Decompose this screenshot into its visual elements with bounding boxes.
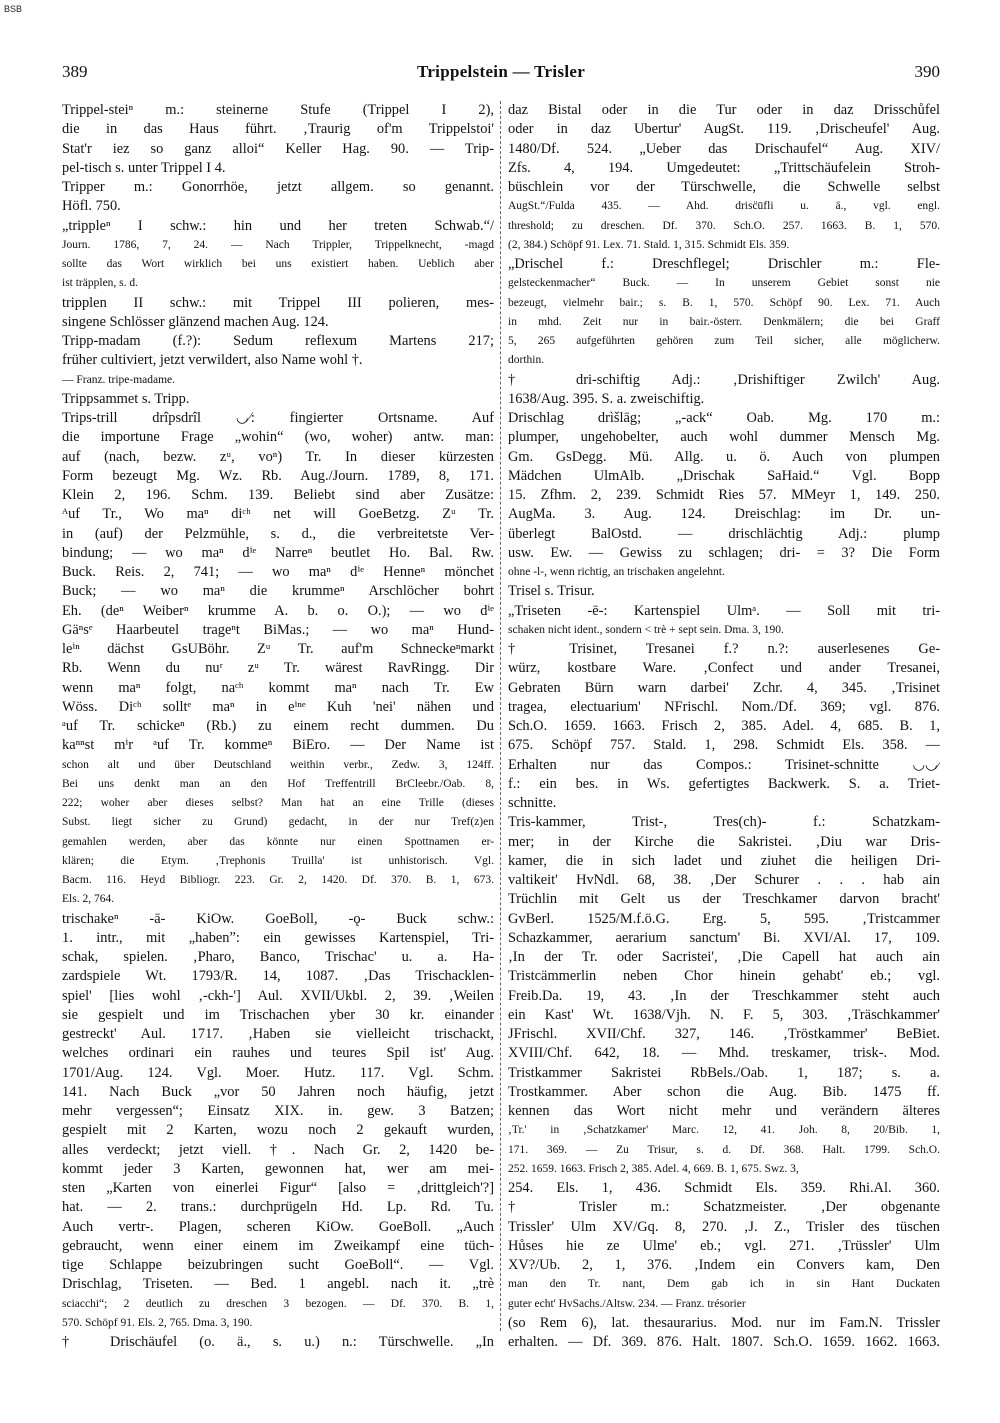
text-line: Trüchlin mit Gelt us der Treschkamer darvon bracht': [508, 891, 940, 908]
text-line: hat. — 2. trans.: durchprügeln Hd. Lp. Rd. Tu.: [62, 1199, 494, 1216]
text-line: Trissler' Ulm XV/Gq. 8, 270. ‚J. Z., Trisler des tüschen: [508, 1218, 940, 1235]
text-line: kommt jeder 3 Karten, gewonnen hat, wer am mei-: [62, 1160, 494, 1177]
text-line: 254. Els. 1, 436. Schmidt Els. 359. Rhi.Al. 360.: [508, 1180, 940, 1196]
text-line: guter echt' HvSachs./Altsw. 234. — Franz. trésorier: [508, 1297, 746, 1310]
text-line: alles verdeckt; jetzt viell. †. Nach Gr. 2, 1420 be-: [62, 1141, 494, 1158]
text-line: Buck. Reis. 2, 741; — wo maⁿ dⁱᵉ Henneⁿ mönchet: [62, 564, 494, 580]
text-line: Tristcämmerlin neben Chor hinein gehabt' eb.; vgl.: [508, 968, 940, 985]
text-line: † Drischäufel (o. ä., s. u.) n.: Türschwelle. „In: [62, 1334, 494, 1350]
text-line: schak, spielen. ‚Pharo, Banco, Trischac' u. a. Ha-: [62, 949, 494, 965]
text-line: daz Bistal oder in die Tur oder in daz Drisschůfel: [508, 102, 940, 118]
text-line: sollte das Wort wirklich bei uns existiert haben. Ueblich aber: [62, 258, 494, 270]
text-line: XVIII/Chf. 642, 18. — Mhd. treskamer, trisk-. Mod.: [508, 1045, 940, 1062]
text-line: Buck; — wo maⁿ die krummeⁿ Arschlöcher bohrt: [62, 583, 494, 600]
text-line: f.: ein bes. in Ws. gefertigtes Backwerk. S. a. Triet-: [508, 775, 940, 792]
text-line: schnitte.: [508, 795, 557, 811]
text-line: „Triseten -ē-: Kartenspiel Ulmᵃ. — Soll mit tri-: [508, 602, 940, 619]
text-line: Zfs. 4, 194. Umgedeutet: „Trittschäufelein Stroh-: [508, 159, 940, 176]
text-line: ᴬuf Tr., Wo maⁿ diᶜʰ net will GoeBetzg. Zᵘ Tr.: [62, 506, 494, 523]
text-line: 1638/Aug. 395. S. a. zweischiftig.: [508, 390, 705, 407]
text-line: — Franz. tripe-madame.: [62, 373, 176, 386]
text-line: Trostkammer. Aber schon die Aug. Bib. 1475 ff.: [508, 1083, 940, 1100]
text-line: sie gespielt und im Trischachen yber 30 kr. einander: [62, 1006, 494, 1023]
text-line: plumper, ungehobelter, auch wohl dummer Mensch Mg.: [508, 429, 940, 446]
text-line: † Trisinet, Tresanei f.? n.?: auserlesenes Ge-: [508, 641, 940, 657]
text-line: Els. 2, 764.: [62, 893, 115, 906]
text-line: JFrischl. XVII/Chf. 327, 146. ‚Tröstkammer' BeBiet.: [508, 1026, 940, 1042]
text-line: klären; die Etym. ‚Trephonis Truilla' ist unhistorisch. Vgl.: [62, 854, 494, 867]
text-line: Trips-trill drîpsdrîl ◡⁄: fingierter Ortsname. Auf: [62, 410, 494, 426]
text-line: kaⁿⁿst mⁱr ᵃuf Tr. kommeⁿ BiEro. — Der Name ist: [62, 737, 494, 754]
page-header: [62, 62, 940, 88]
running-title: Trippelstein — Trisler: [416, 62, 586, 81]
library-stamp: BSB: [4, 4, 23, 14]
text-line: Gäⁿsᵉ Haarbeutel trageⁿt BiMas.; — wo maⁿ Hund-: [62, 621, 494, 638]
text-line: 141. Nach Buck „vor 50 Jahren noch häufig, jetzt: [62, 1083, 494, 1100]
text-line: Höfl. 750.: [62, 198, 121, 215]
text-line: die importune Frage „wohin“ (wo, woher) antw. man:: [62, 429, 494, 446]
text-line: Gebraten Bürn warn darbei' Zchr. 4, 345. ‚Trisinet: [508, 679, 940, 696]
column-divider: [500, 101, 501, 1331]
text-line: singene Schlösser glänzend machen Aug. 124.: [62, 313, 329, 330]
text-line: valtikeit' HvNdl. 68, 38. ‚Der Schurer . . . hab ain: [508, 872, 940, 888]
text-line: sten „Karten von einerlei Figur“ [also = ‚drittgleich'?]: [62, 1180, 494, 1196]
text-line: kamer, die in sich ladet und ziuhet die heiligen Dri-: [508, 852, 940, 869]
text-line: gemahlen werden, aber das könnte nur einen Spottnamen er-: [62, 835, 494, 848]
text-line: ‚Tr.' in ‚Schatzkamer' Marc. 12, 41. Joh. 8, 20/Bib. 1,: [508, 1124, 940, 1137]
text-line: 1701/Aug. 124. Vgl. Moer. Hutz. 117. Vgl. Schm.: [62, 1064, 494, 1081]
text-line: 1. intr., mit „habenˮ: ein gewisses Kartenspiel, Tri-: [62, 929, 494, 946]
text-line: Tris-kammer, Trist-, Tres(ch)- f.: Schatzkam-: [508, 814, 940, 831]
text-line: Tripp-madam (f.?): Sedum reflexum Martens 217;: [62, 333, 494, 349]
text-line: XV?/Ub. 2, 1, 376. ‚Indem ein Convers kam, Den: [508, 1257, 940, 1273]
text-line: Journ. 1786, 7, 24. — Nach Trippler, Trippelknecht, -magd: [62, 238, 494, 251]
text-line: † dri-schiftig Adj.: ‚Drishiftiger Zwilch' Aug.: [508, 371, 940, 388]
text-line: 570. Schöpf 91. Els. 2, 765. Dma. 3, 190.: [62, 1316, 253, 1329]
text-line: Trippsammet s. Tripp.: [62, 390, 190, 407]
text-line: (so Rem 6), lat. thesaurarius. Mod. nur im Fam.N. Trissler: [508, 1314, 940, 1331]
right-column: [508, 101, 940, 1352]
text-line: sciacchi“; 2 deutlich zu dreschen 3 bezogen. — Df. 370. B. 1,: [62, 1297, 494, 1310]
text-line: mer; in der Kirche die Sakristei. ‚Diu war Dris-: [508, 833, 940, 850]
text-line: Schazkammer, aerarium sanctum' Bi. XVI/Al. 17, 109.: [508, 929, 940, 946]
text-line: bindung; — wo maⁿ dⁱᵉ Narreⁿ beutlet Ho. Bal. Rw.: [62, 544, 494, 561]
text-line: ist träpplen, s. d.: [62, 277, 139, 290]
text-line: tragea, electuarium' NFrischl. Nom./Df. 369; vgl. 876.: [508, 698, 940, 715]
text-line: 222; woher aber dieses selbst? Man hat an eine Trille (dieses: [62, 797, 494, 809]
text-line: Trippel-steiⁿ m.: steinerne Stufe (Trippel I 2),: [62, 102, 494, 118]
text-line: Mädchen UlmAlb. „Drischak SaHaid.“ Vgl. Bopp: [508, 467, 940, 484]
text-line: schon alt und über Deutschland weithin verbr., Zedw. 3, 124ff.: [62, 758, 494, 771]
text-line: 5, 265 aufgeführten gehören zum Teil sicher, alle möglicherw.: [508, 335, 940, 347]
text-line: tripplen II schw.: mit Trippel III polieren, mes-: [62, 294, 494, 311]
text-line: 1480/Df. 524. „Ueber das Drischaufel“ Aug. XIV/: [508, 140, 940, 157]
text-line: (2, 384.) Schöpf 91. Lex. 71. Stald. 1, 315. Schmidt Els. 359.: [508, 238, 790, 251]
text-line: bezeugt, vielmehr bair.; s. B. 1, 570. Schöpf 90. Lex. 71. Auch: [508, 296, 940, 309]
text-line: ohne -l-, wenn richtig, an trischaken angelehnt.: [508, 566, 725, 578]
page-number-right: 390: [914, 62, 940, 81]
text-line: 171. 369. — Zu Trisur, s. d. Df. 368. Halt. 1799. Sch.O.: [508, 1143, 940, 1156]
text-line: kennen das Wort nicht mehr und verändern älteres: [508, 1103, 940, 1119]
text-line: † Trisler m.: Schatzmeister. ‚Der obgenante: [508, 1199, 940, 1216]
text-line: „trippleⁿ I schw.: hin und her treten Schwab.“/: [62, 217, 494, 234]
text-line: 252. 1659. 1663. Frisch 2, 385. Adel. 4, 669. B. 1, 675. Swz. 3,: [508, 1162, 799, 1175]
text-line: früher cultiviert, jetzt verwildert, also Name wohl †.: [62, 352, 363, 369]
text-line: auf (nach, bezw. zᵘ, voⁿ) Tr. In dieser kürzesten: [62, 448, 494, 465]
text-line: erhalten. — Df. 369. 876. Halt. 1807. Sch.O. 1659. 1662. 1663.: [508, 1334, 940, 1350]
text-line: Subst. liegt sicher zu Grund) gedacht, in der nur Tref(z)en: [62, 816, 494, 829]
text-line: ein Kast' Wt. 1638/Vjh. N. F. 5, 303. ‚Träschkammer': [508, 1006, 940, 1023]
text-line: gestreckt' Aul. 1717. ‚Haben sie vielleicht trischackt,: [62, 1026, 494, 1042]
text-line: zardspiele Wt. 1793/R. 14, 1087. ‚Das Trischacklen-: [62, 968, 494, 985]
text-line: Tristkammer Sakristei RbBels./Oab. 1, 187; s. a.: [508, 1064, 940, 1081]
text-line: ᵃuf Tr. schickeⁿ (Rb.) zu einem recht dummen. Du: [62, 718, 494, 734]
text-line: mehr vergessen“; Einsatz XIX. in. gew. 3 Batzen;: [62, 1103, 494, 1119]
text-line: schaken nicht ident., sondern < trè + sept sein. Dma. 3, 190.: [508, 623, 784, 636]
text-line: GvBerl. 1525/M.f.ö.G. Erg. 5, 595. ‚Tristcammer: [508, 910, 940, 927]
text-line: trischakeⁿ -ā- KiOw. GoeBoll, -ǫ- Buck schw.:: [62, 910, 494, 927]
text-line: AugSt.“/Fulda 435. — Ahd. drisc̈ūfli u. ä., vgl. engl.: [508, 200, 940, 213]
text-line: Stat'r iez so ganz alloi“ Keller Hag. 90. — Trip-: [62, 140, 494, 157]
text-line: usw. Ew. — Gewiss zu schlagen; dri- = 3? Die Form: [508, 544, 940, 561]
text-line: Auch vertr-. Plagen, scheren KiOw. GoeBoll. „Auch: [62, 1218, 494, 1235]
page-number-left: 389: [62, 62, 88, 81]
text-line: wenn maⁿ folgt, naᶜʰ kommt maⁿ nach Tr. Ew: [62, 679, 494, 696]
text-line: leⁱⁿ dächst GsUBöhr. Zᵘ Tr. auf'm Schneckeⁿmarkt: [62, 641, 494, 657]
text-line: AugMa. 3. Aug. 124. Dreischlag: im Dr. un-: [508, 506, 940, 523]
text-line: Wöss. Diᶜʰ solltᵉ maⁿ in eⁱⁿᵉ Kuh 'nei' nähen und: [62, 698, 494, 715]
text-line: büschlein vor der Türschwelle, die Schwelle selbst: [508, 179, 940, 195]
text-line: Freib.Da. 19, 43. ‚In der Treschkammer steht auch: [508, 987, 940, 1004]
text-line: man den Tr. nant, Dem gab ich in sin Hant Duckaten: [508, 1278, 940, 1291]
text-line: Tripper m.: Gonorrhöe, jetzt allgem. so genannt.: [62, 179, 494, 195]
text-line: Hůses hie ze Ulme' eb.; vgl. 271. ‚Trüssler' Ulm: [508, 1237, 940, 1254]
text-line: 675. Schöpf 757. Stald. 1, 298. Schmidt Els. 358. —: [508, 737, 940, 754]
text-line: Rb. Wenn du nuʳ zᵘ Tr. wärest RavRingg. Dir: [62, 660, 494, 677]
text-line: überlegt BalOstd. — drischlächtig Adj.: plump: [508, 525, 940, 542]
text-line: tige Schlappe beizubringen sucht GoeBoll“. — Vgl.: [62, 1257, 494, 1273]
text-line: Trisel s. Trisur.: [508, 583, 595, 600]
text-line: Eh. (deⁿ Weiberⁿ krumme A. b. o. O.); — wo dⁱᵉ: [62, 602, 494, 619]
text-line: in mhd. Zeit nur in bair.-österr. Denkmälern; die bei Graff: [508, 315, 940, 328]
text-line: würz, kostbare Ware. ‚Confect und ander Tresanei,: [508, 660, 940, 677]
text-line: Form bezeugt Mg. Wz. Rb. Aug./Journ. 1789, 8, 171.: [62, 467, 494, 484]
text-line: welches ordinari ein rauhes und teures Spil ist' Aug.: [62, 1045, 494, 1062]
text-line: Gm. GsDegg. Mü. Allg. u. ö. Auch von plumpen: [508, 448, 940, 465]
text-line: Bacm. 116. Heyd Bibliogr. 223. Gr. 2, 1420. Df. 370. B. 1, 673.: [62, 874, 494, 886]
text-line: Drischlag drìšlāg; „-ack“ Oab. Mg. 170 m.:: [508, 410, 940, 426]
text-line: oder in daz Ubertur' AugSt. 119. ‚Drischeufel' Aug.: [508, 121, 940, 138]
text-line: dorthin.: [508, 354, 545, 367]
text-line: gebraucht, wenn einer einem im Zweikampf eine tüch-: [62, 1237, 494, 1254]
text-line: pel-tisch s. unter Trippel I 4.: [62, 159, 226, 176]
text-line: ‚In der Tr. oder Sacristei', ‚Die Capell hat auch ain: [508, 949, 940, 965]
text-line: 15. Zfhm. 2, 239. Schmidt Ries 57. MMeyr 1, 149. 250.: [508, 487, 940, 503]
text-line: Erhalten nur das Compos.: Trisinet-schnitte ◡◡⁄: [508, 756, 940, 773]
text-line: „Drischel f.: Dreschflegel; Drischler m.: Fle-: [508, 256, 940, 272]
text-line: gelsteckenmacher“ Buck. — In unserem Gebiet sonst nie: [508, 277, 940, 290]
text-line: die in das Haus führt. ‚Traurig of'm Trippelstoi': [62, 121, 494, 138]
text-line: Sch.O. 1659. 1663. Frisch 2, 385. Adel. 4, 685. B. 1,: [508, 718, 940, 734]
text-line: Bei uns denkt man an den Hof Treffentrill BrCleebr./Oab. 8,: [62, 777, 494, 790]
text-line: threshold; zu dreschen. Df. 370. Sch.O. 257. 1663. B. 1, 570.: [508, 219, 940, 232]
text-line: gespielt mit 2 Karten, wozu noch 2 gekauft wurden,: [62, 1122, 494, 1139]
left-column: [62, 101, 494, 1352]
text-line: in (auf) der Pelzmühle, s. d., die verbreitetste Ver-: [62, 525, 494, 542]
text-line: Klein 2, 196. Schm. 139. Beliebt sind aber Zusätze:: [62, 487, 494, 503]
text-line: Drischlag, Triseten. — Bed. 1 angebl. nach it. „trè: [62, 1276, 494, 1293]
text-line: spiel' [lies wohl ‚-ckh-'] Aul. XVII/Ukbl. 2, 39. ‚Weilen: [62, 987, 494, 1004]
